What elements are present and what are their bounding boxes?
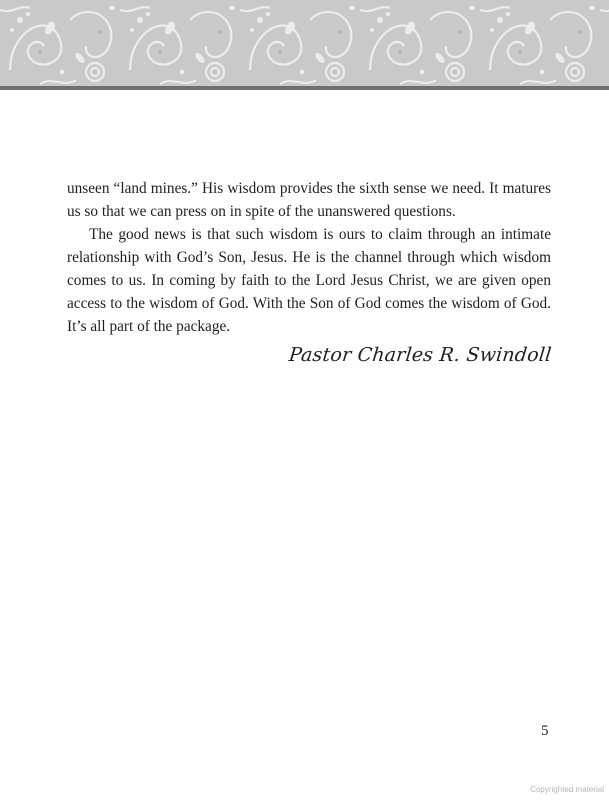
- banner-divider: [0, 86, 609, 90]
- body-text: [67, 177, 551, 338]
- paragraph: The good news is that such wisdom is ours to claim through an intimate relationship with God’s Son, Jesus. He is the channel through which wisdom comes to us. In coming by faith to the Lord Jesus Christ, we are given open access to the wisdom of God. With the Son of God comes the wisdom of God. It’s all part of the package.: [67, 226, 551, 335]
- copyright-watermark: Copyrighted material: [530, 785, 604, 794]
- decorative-header-banner: [0, 0, 609, 88]
- author-signature: Pastor Charles R. Swindoll: [287, 344, 553, 366]
- paisley-pattern-icon: [0, 0, 609, 88]
- paragraph: unseen “land mines.” His wisdom provides the sixth sense we need. It matures us so that we can press on in spite of the unanswered questions.: [67, 180, 551, 220]
- page-number: 5: [541, 723, 549, 739]
